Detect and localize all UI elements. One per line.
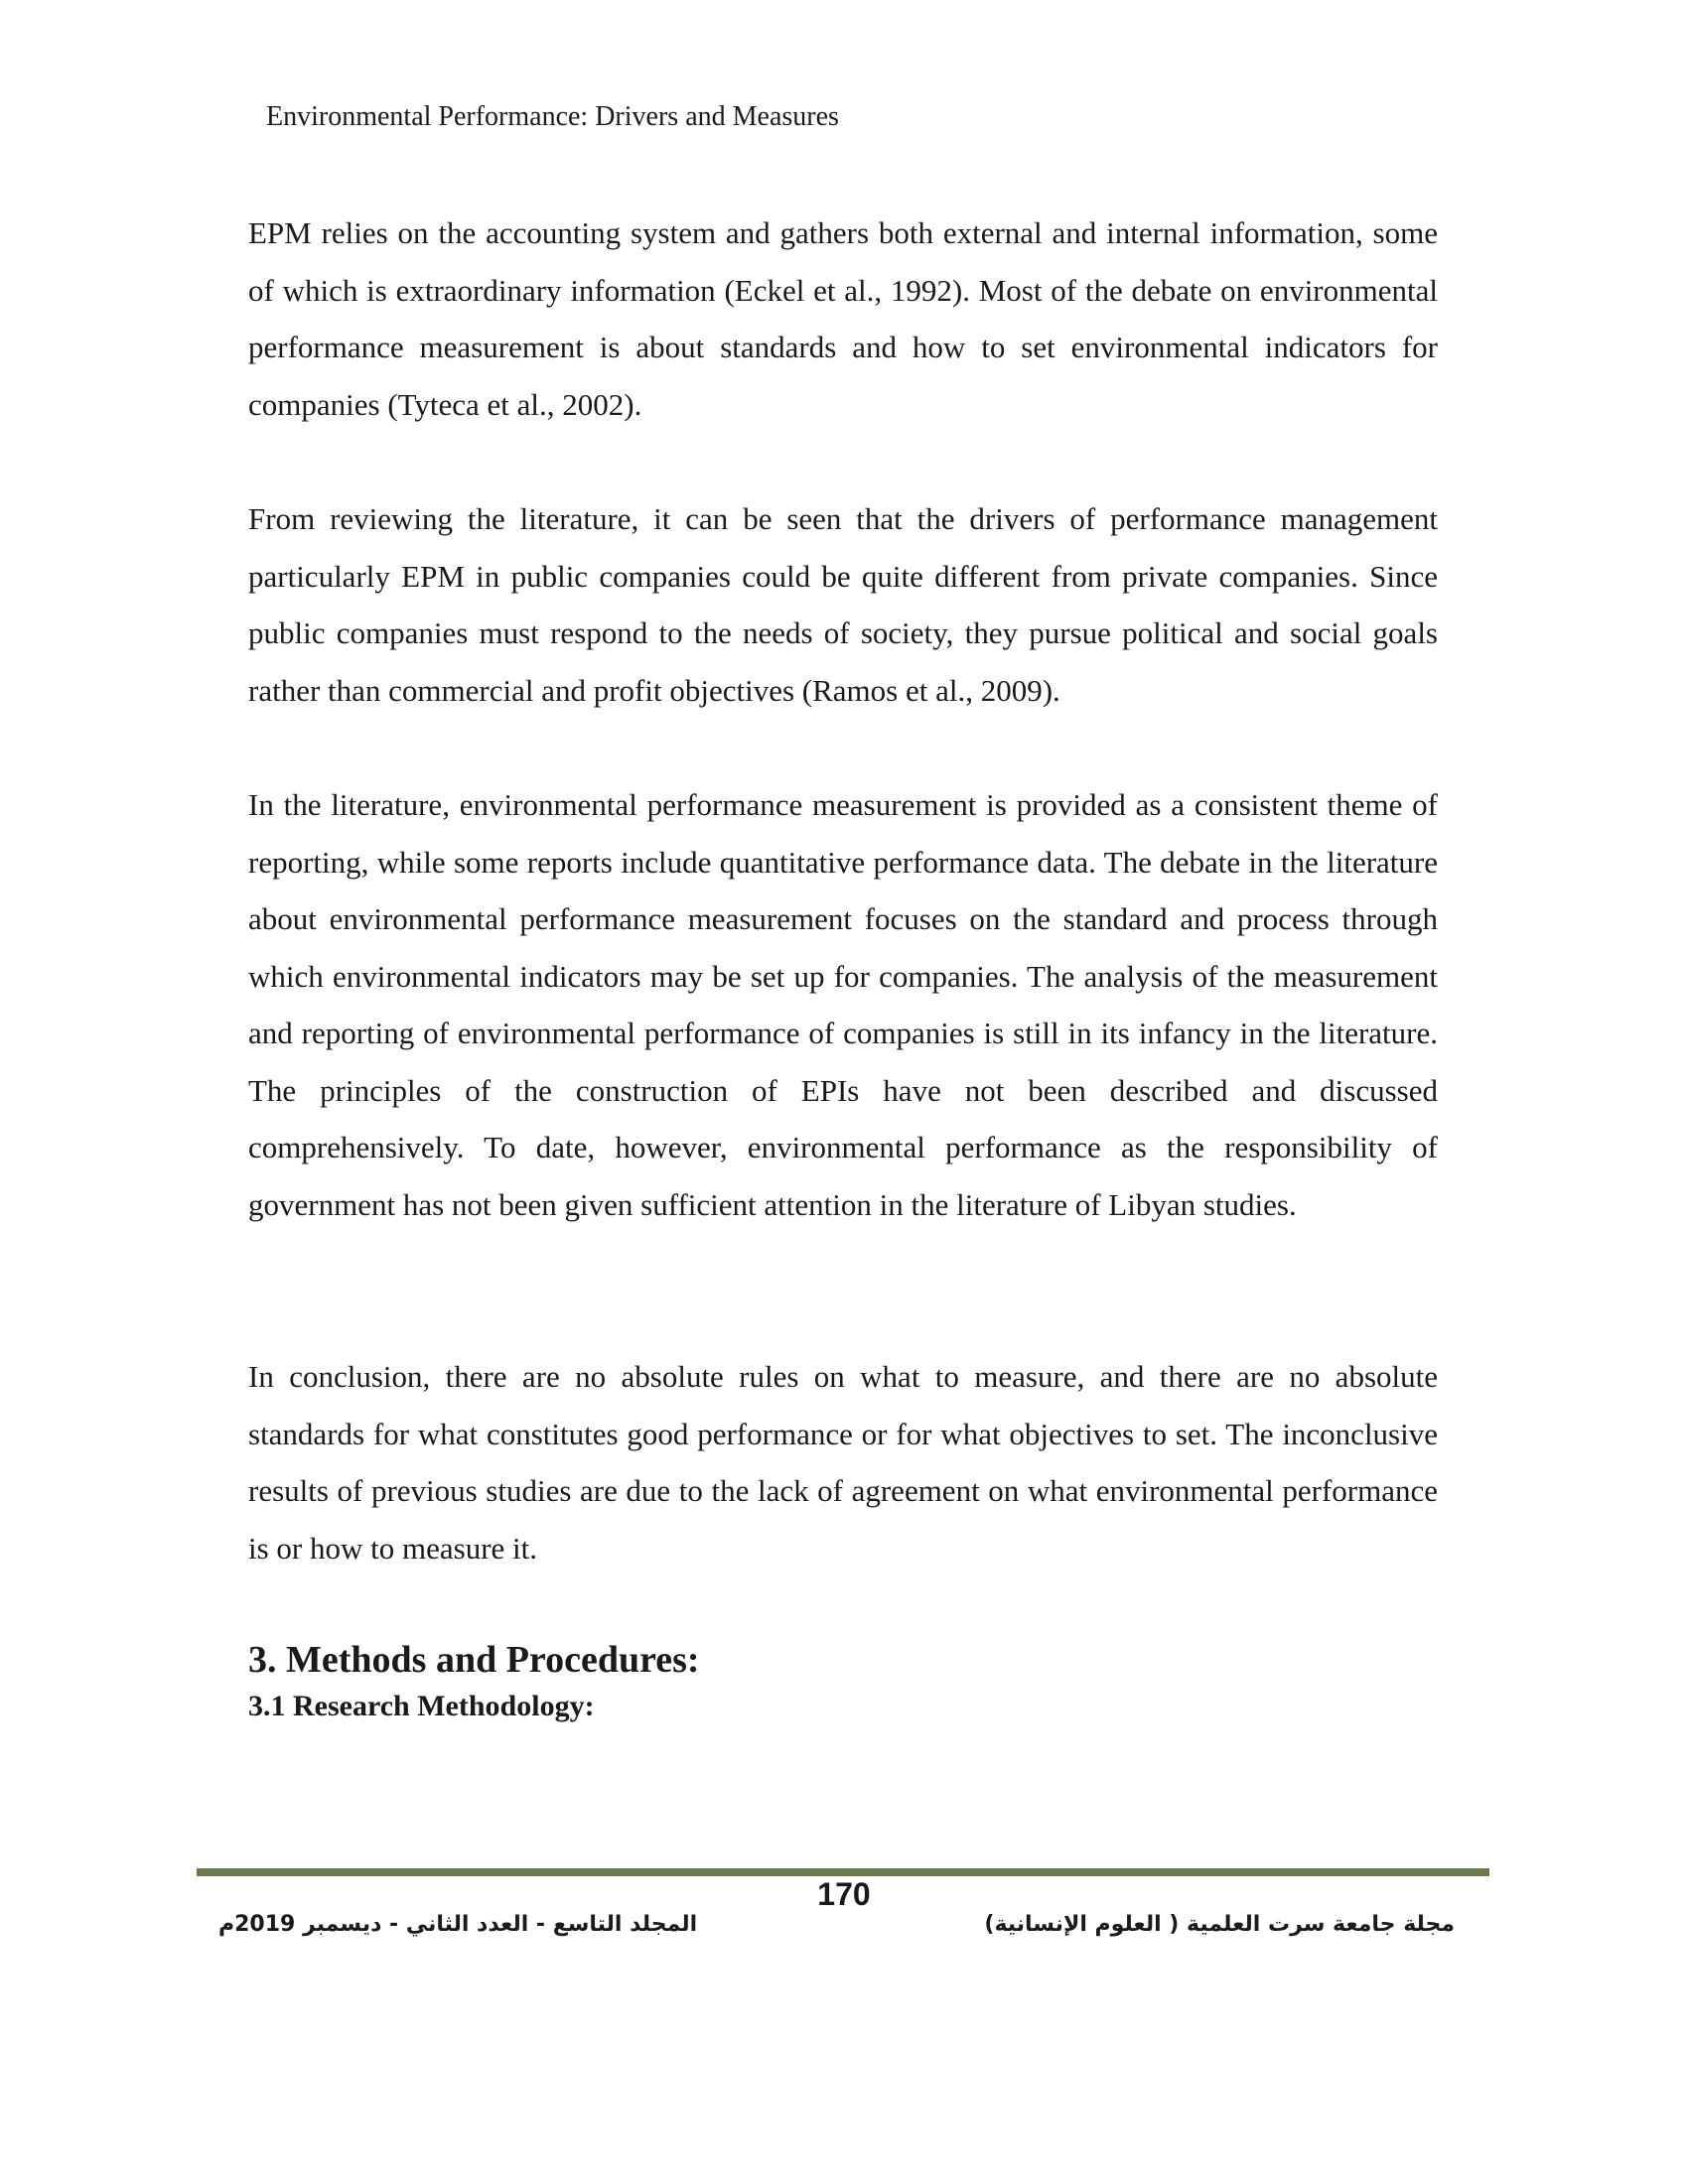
running-header-title: Environmental Performance: Drivers and Measures (266, 101, 839, 132)
paragraph-drivers-public-companies: From reviewing the literature, it can be seen that the drivers of performance management particularly EPM in public companies could be quite different from private companies. Since public companies must respond to the needs of society, they pursue political and social goals rather than commercial and profit objectives (Ramos et al., 2009). (248, 501, 1438, 708)
paragraph-literature-measurement: In the literature, environmental performance measurement is provided as a consistent theme of reporting, while some reports include quantitative performance data. The debate in the literature about environmental performance measurement focuses on the standard and process through which environmental indicators may be set up for companies. The analysis of the measurement and reporting of environmental performance of companies is still in its infancy in the literature. The principles of the construction of EPIs have not been described and discussed comprehensively. To date, however, environmental performance as the responsibility of government has not been given sufficient attention in the literature of Libyan studies. (248, 787, 1438, 1222)
subsection-heading-methodology: 3.1 Research Methodology: (248, 1690, 595, 1722)
paragraph-conclusion: In conclusion, there are no absolute rules on what to measure, and there are no absolute standards for what constitutes good performance or for what objectives to set. The inconclusive results of previous studies are due to the lack of agreement on what environmental performance is or how to measure it. (248, 1359, 1438, 1566)
footer-issue-info: المجلد التاسع - العدد الثاني - ديسمبر 2019م (218, 1912, 698, 1937)
footer-journal-name: مجلة جامعة سرت العلمية ( العلوم الإنسانية) (984, 1912, 1455, 1937)
paragraph-epm-accounting: EPM relies on the accounting system and gathers both external and internal information, some of which is extraordinary information (Eckel et al., 1992). Most of the debate on environmental performance measurement is about standards and how to set environmental indicators for companies (Tyteca et al., 2002). (248, 215, 1438, 422)
footer-divider (197, 1868, 1489, 1876)
page-number: 170 (817, 1876, 871, 1912)
section-heading-methods: 3. Methods and Procedures: (248, 1639, 700, 1681)
